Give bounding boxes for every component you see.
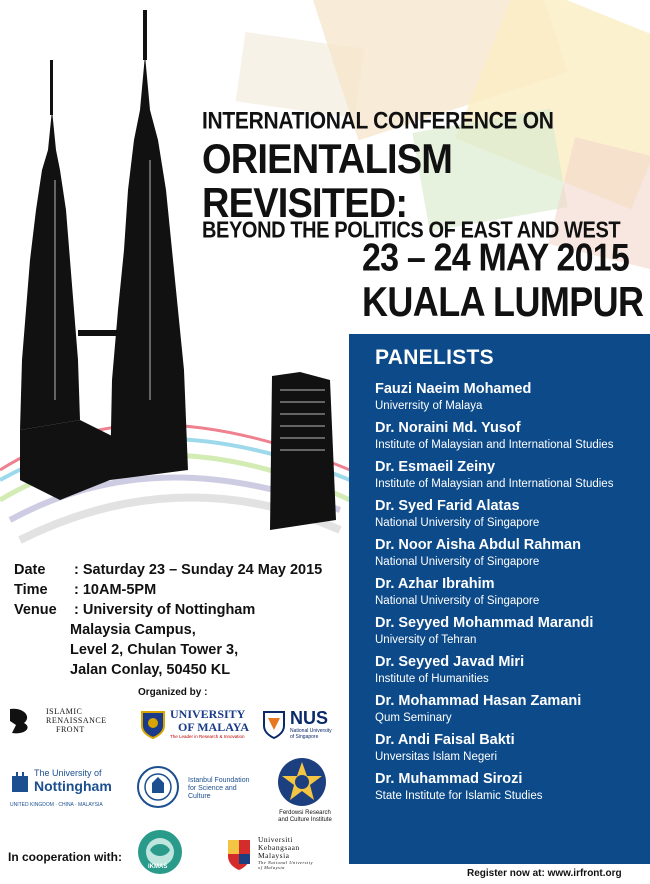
ukm-subtitle: of Malaysia (258, 865, 285, 870)
time-label: Time (14, 582, 48, 598)
panelist (375, 536, 650, 570)
cooperation-label: In cooperation with: (8, 850, 122, 864)
date-value: : Saturday 23 – Sunday 24 May 2015 (74, 562, 323, 578)
nus-crest-icon (262, 710, 286, 740)
panelist-institution: Qum Seminary (375, 712, 452, 724)
panelist-name: Dr. Seyyed Mohammad Marandi (375, 615, 594, 631)
istanbul-foundation-logo (136, 765, 258, 811)
um-tagline: The Leader in Research & Innovation (170, 734, 245, 739)
ikmas-text: IKMAS (148, 864, 168, 870)
panelist-institution: Univerrsity of Malaya (375, 400, 483, 412)
conference-city: KUALA LUMPUR (362, 278, 644, 326)
panelist (375, 770, 650, 804)
panelist-name: Dr. Andi Faisal Bakti (375, 732, 515, 748)
panelist-institution: State Institute for Islamic Studies (375, 790, 543, 802)
irf-text: FRONT (56, 725, 85, 734)
skyline-illustration (0, 0, 350, 560)
panelist-name: Dr. Noor Aisha Abdul Rahman (375, 537, 581, 553)
panelist (375, 380, 650, 414)
panelist-name: Fauzi Naeim Mohamed (375, 381, 532, 397)
panelist-name: Dr. Muhammad Sirozi (375, 771, 523, 787)
registration-link[interactable]: Register now at: www.irfront.org (467, 868, 622, 879)
um-text: UNIVERSITY (170, 707, 246, 721)
date-label: Date (14, 562, 46, 578)
venue-value: : University of Nottingham (74, 602, 256, 618)
venue-line: Jalan Conlay, 50450 KL (70, 662, 231, 678)
ferdowsi-text: Ferdowsi Research (279, 810, 331, 816)
venue-label: Venue (14, 602, 57, 618)
title-line-3: BEYOND THE POLITICS OF EAST AND WEST (202, 218, 621, 244)
panelist-name: Dr. Syed Farid Alatas (375, 498, 520, 514)
panelists-heading: PANELISTS (375, 346, 494, 369)
irf-logo (6, 705, 126, 739)
panelist (375, 419, 650, 453)
ikmas-logo (136, 828, 186, 878)
ifsc-emblem-icon (136, 765, 180, 809)
conference-dates: 23 – 24 MAY 2015 (362, 236, 629, 280)
um-crest-icon (140, 710, 166, 740)
panelist-institution: National University of Singapore (375, 556, 540, 568)
irf-text: ISLAMIC (46, 707, 83, 716)
panelist (375, 653, 650, 687)
panelists-panel (349, 334, 650, 864)
panelist-name: Dr. Azhar Ibrahim (375, 576, 495, 592)
venue-line: Level 2, Chulan Tower 3, (70, 642, 239, 658)
panelist-institution: Institute of Malaysian and International Studies (375, 439, 614, 451)
panelist-institution: Unversitas Islam Negeri (375, 751, 498, 763)
panelist-institution: Institute of Malaysian and International Studies (375, 478, 614, 490)
panelist (375, 692, 650, 726)
ukm-subtitle: The National University (258, 860, 313, 865)
nottingham-text: Nottingham (34, 778, 112, 794)
conference-title (202, 108, 642, 244)
panelist-institution: National University of Singapore (375, 595, 540, 607)
ifsc-text: for Science and (188, 785, 237, 792)
ukm-text: Kebangsaan (258, 843, 300, 852)
organized-by-label: Organized by : (138, 687, 208, 698)
um-text: OF MALAYA (178, 720, 250, 734)
irf-text: RENAISSANCE (46, 716, 107, 725)
ukm-crest-icon (226, 838, 252, 872)
panelist (375, 731, 650, 765)
nus-subtitle: of Singapore (290, 734, 319, 740)
panelist-institution: University of Tehran (375, 634, 477, 646)
nottingham-text: The University of (34, 768, 102, 778)
ferdowsi-institute-logo (268, 756, 338, 826)
ferdowsi-emblem-icon (276, 756, 328, 808)
title-line-2: ORIENTALISM REVISITED: (202, 136, 453, 228)
nottingham-subtitle: UNITED KINGDOM · CHINA · MALAYSIA (10, 802, 103, 808)
time-value: : 10AM-5PM (74, 582, 157, 598)
ukm-text: Universiti (258, 835, 293, 844)
event-details (14, 560, 322, 680)
ukm-text: Malaysia (258, 851, 290, 860)
panelist (375, 614, 650, 648)
panelist (375, 458, 650, 492)
venue-line: Malaysia Campus, (70, 622, 196, 638)
panelist-name: Dr. Seyyed Javad Miri (375, 654, 525, 670)
university-of-malaya-logo (140, 708, 250, 744)
irf-emblem-icon (6, 705, 36, 737)
nus-logo (262, 708, 342, 744)
panelist (375, 575, 650, 609)
panelist-name: Dr. Mohammad Hasan Zamani (375, 693, 582, 709)
ukm-logo (226, 836, 326, 880)
title-line-1: INTERNATIONAL CONFERENCE ON (202, 108, 554, 135)
panelist-institution: Institute of Humanities (375, 673, 489, 685)
panelist-institution: National University of Singapore (375, 517, 540, 529)
castle-icon (10, 770, 30, 794)
ifsc-text: Culture (188, 793, 211, 800)
panelist (375, 497, 650, 531)
nus-subtitle: National University (290, 728, 332, 734)
nus-text: NUS (290, 708, 329, 728)
university-of-nottingham-logo (10, 768, 125, 810)
ferdowsi-text: and Culture Institute (278, 817, 332, 823)
panelist-name: Dr. Noraini Md. Yusof (375, 420, 521, 436)
ifsc-text: Istanbul Foundation (188, 777, 250, 784)
panelist-name: Dr. Esmaeil Zeiny (375, 459, 496, 475)
